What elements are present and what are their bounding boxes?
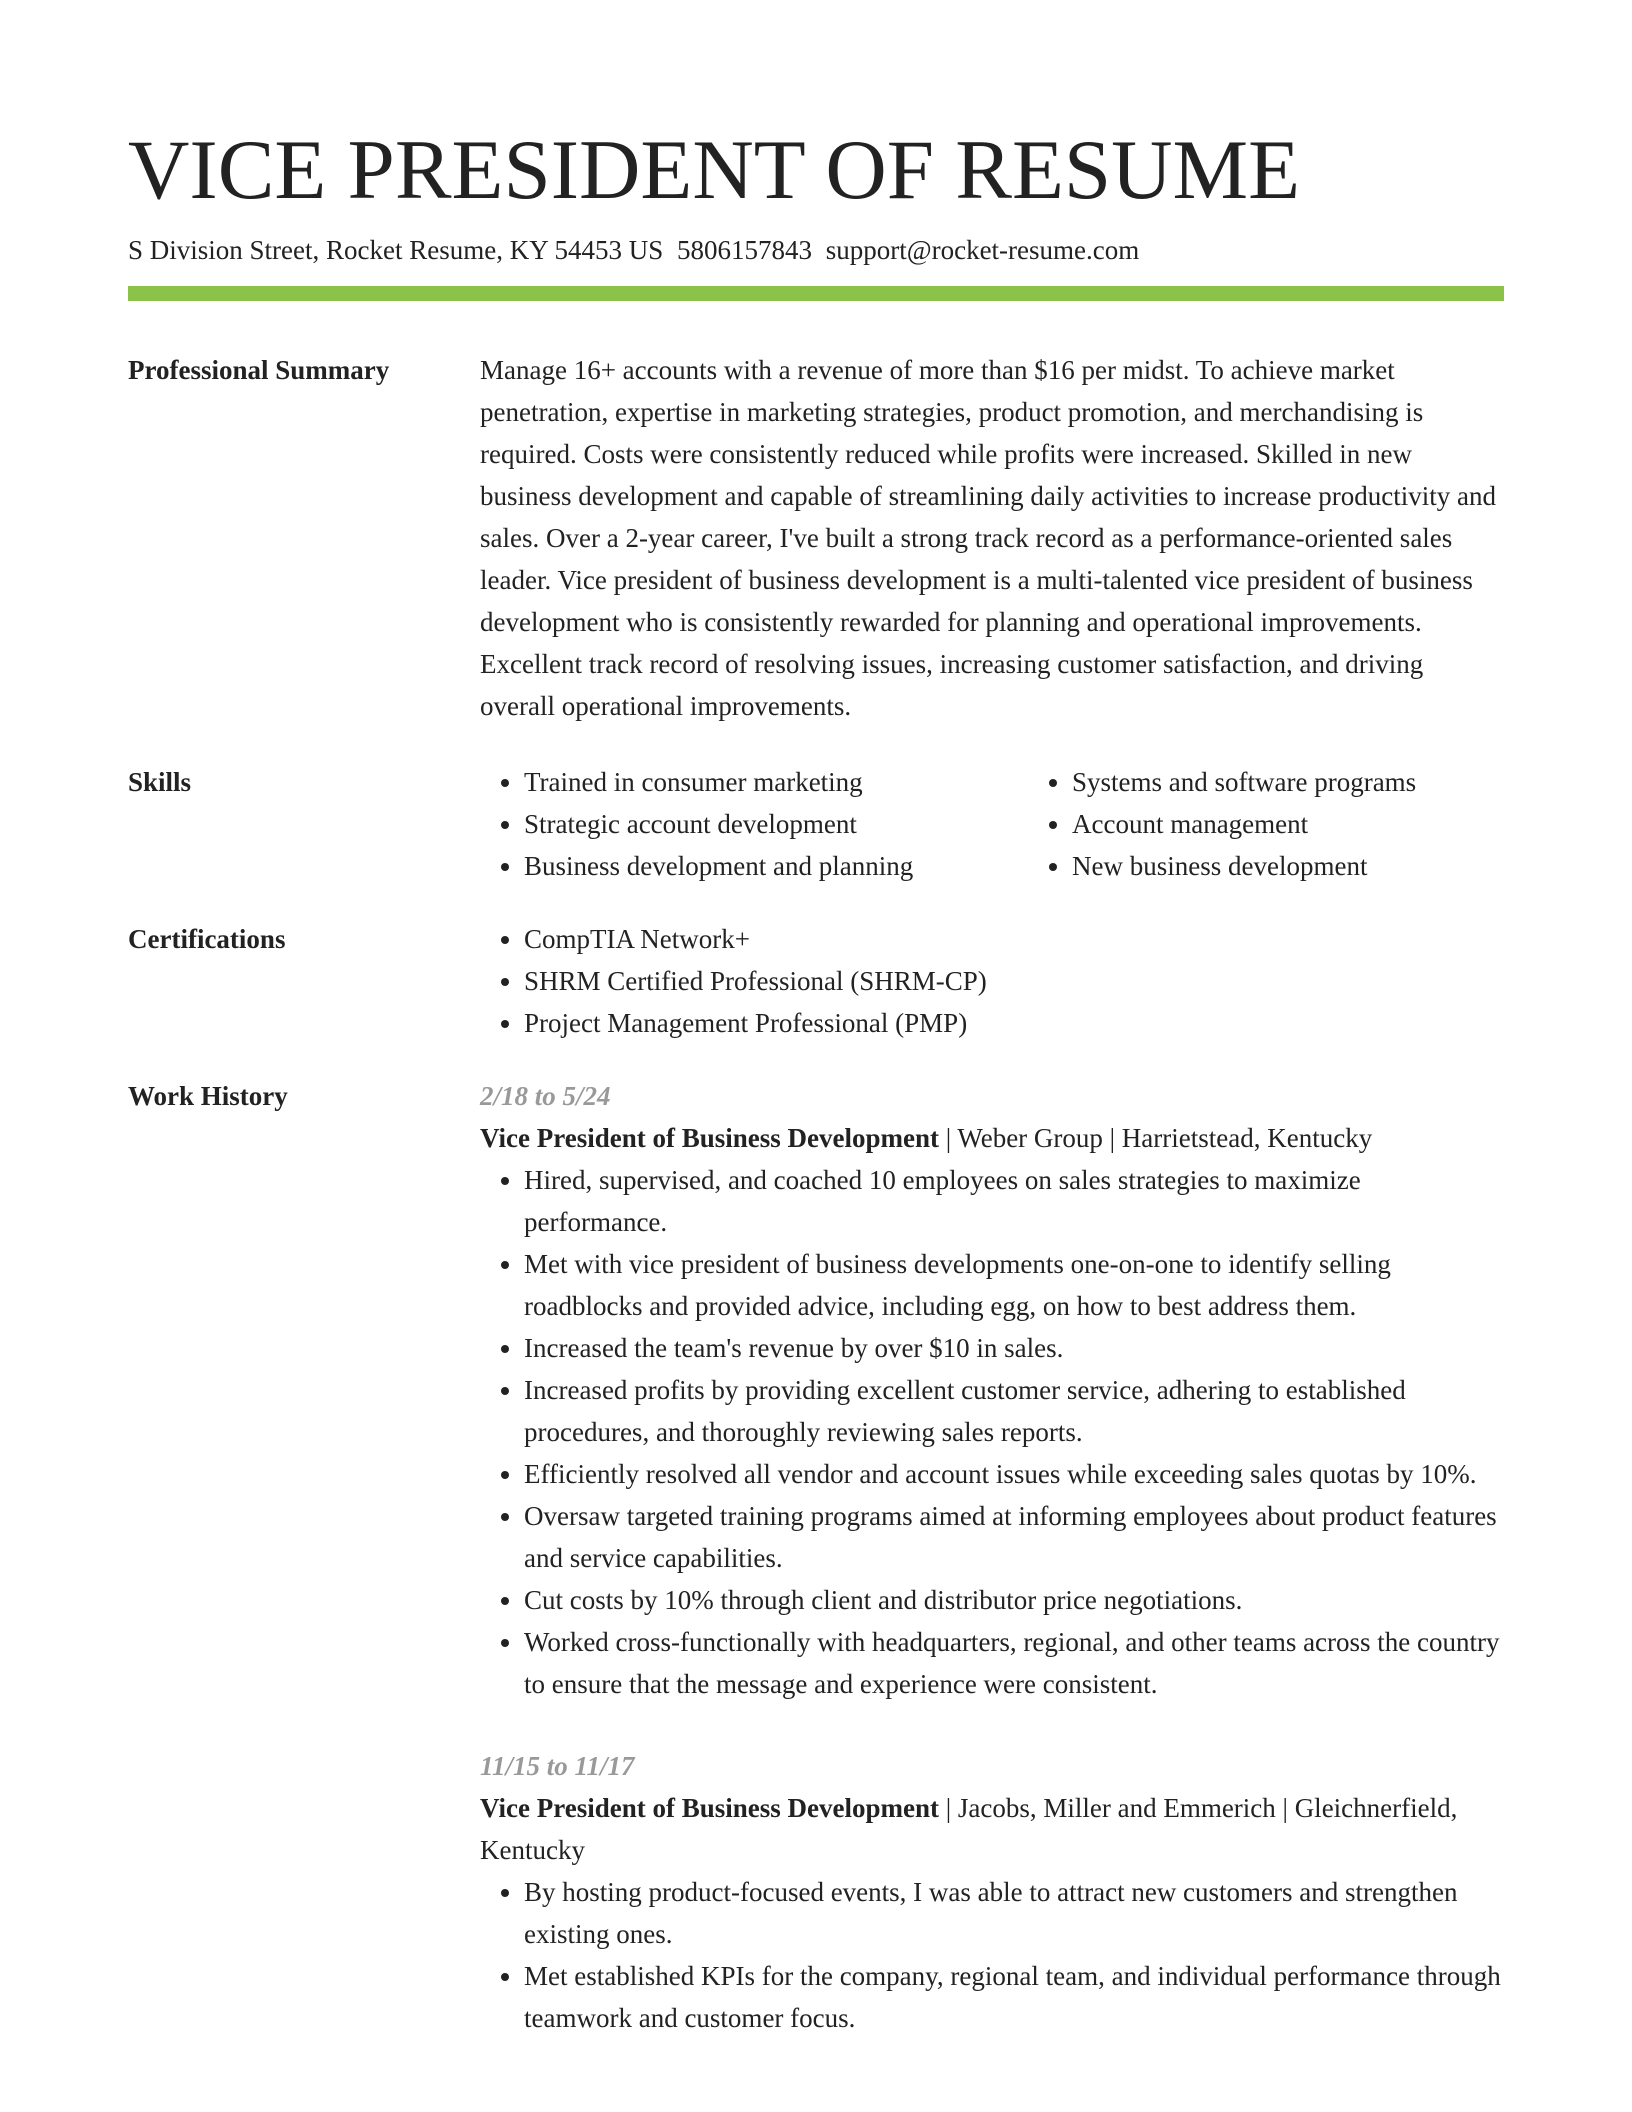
skills-column-2 bbox=[1028, 761, 1504, 887]
skill-item: • Systems and software programs bbox=[1072, 761, 1504, 803]
job-bullet: • By hosting product-focused events, I was able to attract new customers and strengthen existing ones. bbox=[524, 1871, 1504, 1955]
job-bullet: • Met with vice president of business developments one-on-one to identify selling roadblocks and provided advice, including egg, on how to best address them. bbox=[524, 1243, 1504, 1327]
skill-item: • Account management bbox=[1072, 803, 1504, 845]
job-bullet: • Worked cross-functionally with headquarters, regional, and other teams across the country to ensure that the message and experience were consistent. bbox=[524, 1621, 1504, 1705]
section-title-summary: Professional Summary bbox=[128, 355, 390, 385]
job-bullet: • Increased the team's revenue by over $10 in sales. bbox=[524, 1327, 1504, 1369]
job-bullet: • Oversaw targeted training programs aimed at informing employees about product features and service capabilities. bbox=[524, 1495, 1504, 1579]
certifications-list bbox=[480, 918, 1504, 1044]
job-bullet: • Hired, supervised, and coached 10 employees on sales strategies to maximize performance. bbox=[524, 1159, 1504, 1243]
work-history-body bbox=[480, 1075, 1504, 2039]
job-heading bbox=[480, 1787, 1504, 1871]
skills-body bbox=[480, 761, 1504, 887]
skills-grid bbox=[480, 761, 1504, 887]
job-title: Vice President of Business Development bbox=[480, 1793, 939, 1823]
job-bullet: • Met established KPIs for the company, regional team, and individual performance through teamwork and customer focus. bbox=[524, 1955, 1504, 2039]
job-entry bbox=[480, 1745, 1504, 2039]
job-bullet-list bbox=[480, 1871, 1504, 2039]
certifications-body bbox=[480, 918, 1504, 1044]
job-employer-location: | Weber Group | Harrietstead, Kentucky bbox=[938, 1123, 1373, 1153]
contact-phone: 5806157843 bbox=[676, 235, 812, 265]
summary-text: Manage 16+ accounts with a revenue of more than $16 per midst. To achieve market penetration, expertise in marketing strategies, product promotion, and merchandising is required. Costs were consistently reduced while profits were increased. Skilled in new business development and capable of streamlining daily activities to increase productivity and sales. Over a 2-year career, I've built a strong track record as a performance-oriented sales leader. Vice president of business development is a multi-talented vice president of business development who is consistently rewarded for planning and operational improvements. Excellent track record of resolving issues, increasing customer satisfaction, and driving overall operational improvements. bbox=[480, 355, 1496, 721]
job-dates: 11/15 to 11/17 bbox=[480, 1751, 635, 1781]
job-employer-location: | Jacobs, Miller and Emmerich | Gleichnerfield, Kentucky bbox=[480, 1793, 1458, 1865]
summary-body bbox=[480, 349, 1504, 727]
job-bullet-list bbox=[480, 1159, 1504, 1705]
job-dates: 2/18 to 5/24 bbox=[480, 1081, 611, 1111]
job-bullet: • Efficiently resolved all vendor and account issues while exceeding sales quotas by 10%. bbox=[524, 1453, 1504, 1495]
skill-item: • Business development and planning bbox=[524, 845, 1028, 887]
contact-line bbox=[128, 229, 1139, 271]
skill-item: • Trained in consumer marketing bbox=[524, 761, 1028, 803]
certification-item: • CompTIA Network+ bbox=[524, 918, 1504, 960]
job-heading bbox=[480, 1117, 1504, 1159]
certification-item: • SHRM Certified Professional (SHRM-CP) bbox=[524, 960, 1504, 1002]
skill-item: • New business development bbox=[1072, 845, 1504, 887]
job-bullet: • Increased profits by providing excellent customer service, adhering to established procedures, and thoroughly reviewing sales reports. bbox=[524, 1369, 1504, 1453]
contact-email: support@rocket-resume.com bbox=[825, 235, 1140, 265]
job-title: Vice President of Business Development bbox=[480, 1123, 939, 1153]
certification-item: • Project Management Professional (PMP) bbox=[524, 1002, 1504, 1044]
job-entry bbox=[480, 1075, 1504, 1705]
section-title-skills: Skills bbox=[128, 767, 192, 797]
section-title-work-history: Work History bbox=[128, 1081, 288, 1111]
header-accent-divider bbox=[128, 286, 1504, 301]
skills-column-1 bbox=[480, 761, 1028, 887]
resume-name-heading: VICE PRESIDENT OF RESUME bbox=[128, 123, 1301, 217]
job-bullet: • Cut costs by 10% through client and distributor price negotiations. bbox=[524, 1579, 1504, 1621]
section-title-certifications: Certifications bbox=[128, 924, 286, 954]
skill-item: • Strategic account development bbox=[524, 803, 1028, 845]
contact-address: S Division Street, Rocket Resume, KY 54453 US bbox=[128, 235, 664, 265]
